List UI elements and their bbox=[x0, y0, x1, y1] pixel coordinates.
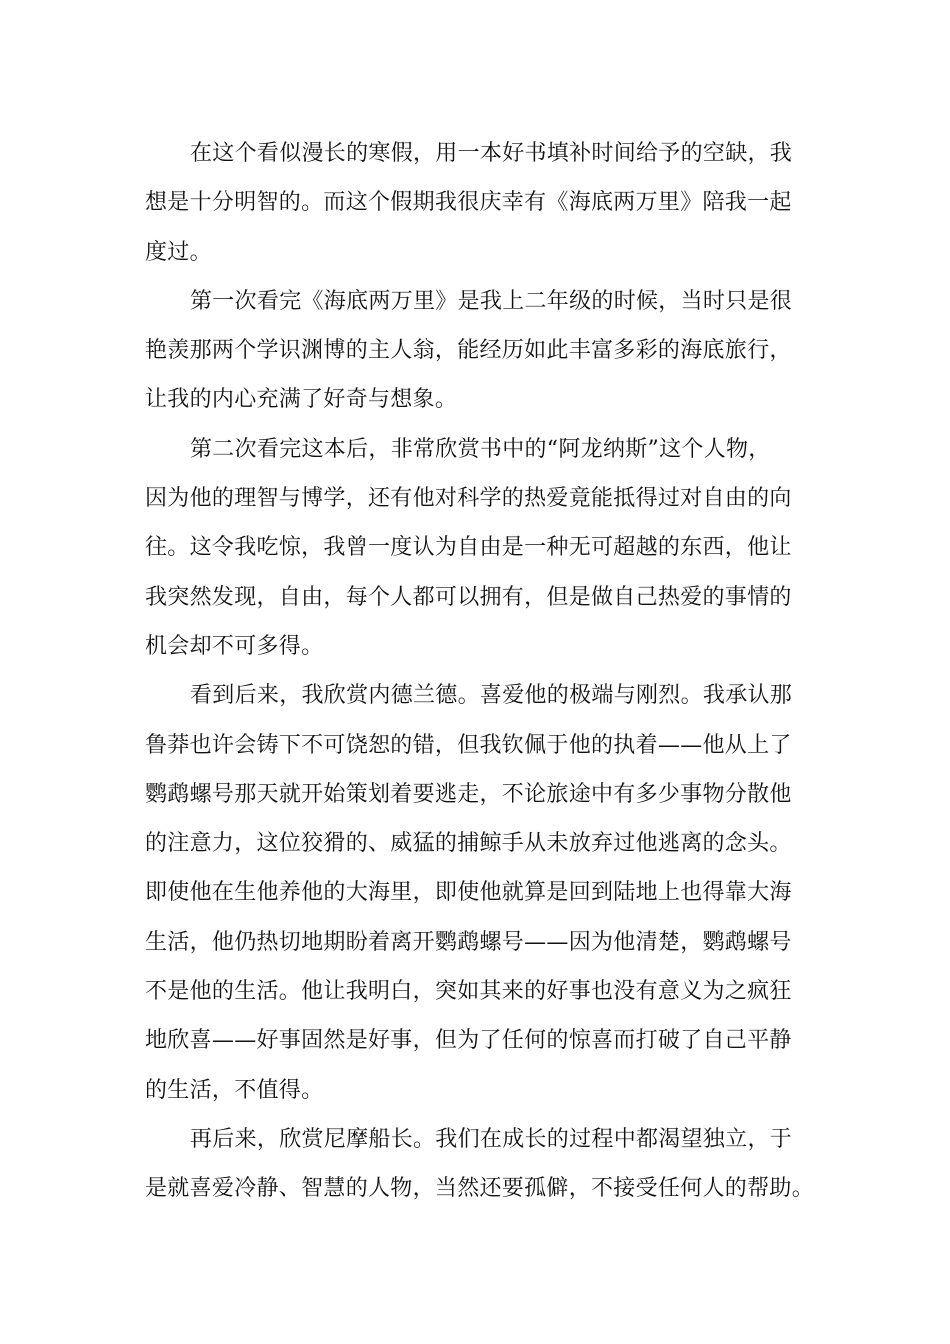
paragraph-5-line-2: 是就喜爱冷静、智慧的人物，当然还要孤僻，不接受任何人的帮助。 bbox=[145, 1176, 815, 1202]
paragraph-3-line-1: 第二次看完这本后，非常欣赏书中的“阿龙纳斯”这个人物， bbox=[190, 436, 771, 462]
paragraph-4-line-7: 不是他的生活。他让我明白，突如其来的好事也没有意义为之疯狂 bbox=[145, 979, 792, 1005]
paragraph-2-line-2: 艳羡那两个学识渊博的主人翁，能经历如此丰富多彩的海底旅行， bbox=[145, 338, 792, 364]
paragraph-5-line-1: 再后来，欣赏尼摩船长。我们在成长的过程中都渴望独立，于 bbox=[190, 1126, 793, 1152]
paragraph-3-line-4: 我突然发现，自由，每个人都可以拥有，但是做自己热爱的事情的 bbox=[145, 584, 792, 610]
paragraph-4-line-2: 鲁莽也许会铸下不可饶恕的错，但我钦佩于他的执着——他从上了 bbox=[145, 732, 792, 758]
paragraph-3-line-3: 往。这令我吃惊，我曾一度认为自由是一种无可超越的东西，他让 bbox=[145, 535, 792, 561]
paragraph-2-line-3: 让我的内心充满了好奇与想象。 bbox=[145, 387, 458, 413]
paragraph-1-line-2: 想是十分明智的。而这个假期我很庆幸有《海底两万里》陪我一起 bbox=[145, 190, 792, 216]
paragraph-4-line-1: 看到后来，我欣赏内德兰德。喜爱他的极端与刚烈。我承认那 bbox=[190, 683, 793, 709]
paragraph-4-line-3: 鹦鹉螺号那天就开始策划着要逃走，不论旅途中有多少事物分散他 bbox=[145, 781, 792, 807]
paragraph-4-line-4: 的注意力，这位狡猾的、威猛的捕鲸手从未放弃过他逃离的念头。 bbox=[145, 831, 792, 857]
paragraph-4-line-8: 地欣喜——好事固然是好事，但为了任何的惊喜而打破了自己平静 bbox=[145, 1028, 792, 1054]
paragraph-3-line-2: 因为他的理智与博学，还有他对科学的热爱竟能抵得过对自由的向 bbox=[145, 486, 792, 512]
paragraph-1-line-3: 度过。 bbox=[145, 239, 212, 265]
essay-body bbox=[145, 129, 835, 1214]
paragraph-2-line-1: 第一次看完《海底两万里》是我上二年级的时候，当时只是很 bbox=[190, 288, 793, 314]
paragraph-4-line-9: 的生活，不值得。 bbox=[145, 1077, 324, 1103]
paragraph-4-line-5: 即使他在生他养他的大海里，即使他就算是回到陆地上也得靠大海 bbox=[145, 880, 792, 906]
paragraph-1-line-1: 在这个看似漫长的寒假，用一本好书填补时间给予的空缺，我 bbox=[190, 141, 793, 166]
paragraph-4-line-6: 生活，他仍热切地期盼着离开鹦鹉螺号——因为他清楚，鹦鹉螺号 bbox=[145, 929, 792, 955]
paragraph-3-line-5: 机会却不可多得。 bbox=[145, 633, 324, 659]
